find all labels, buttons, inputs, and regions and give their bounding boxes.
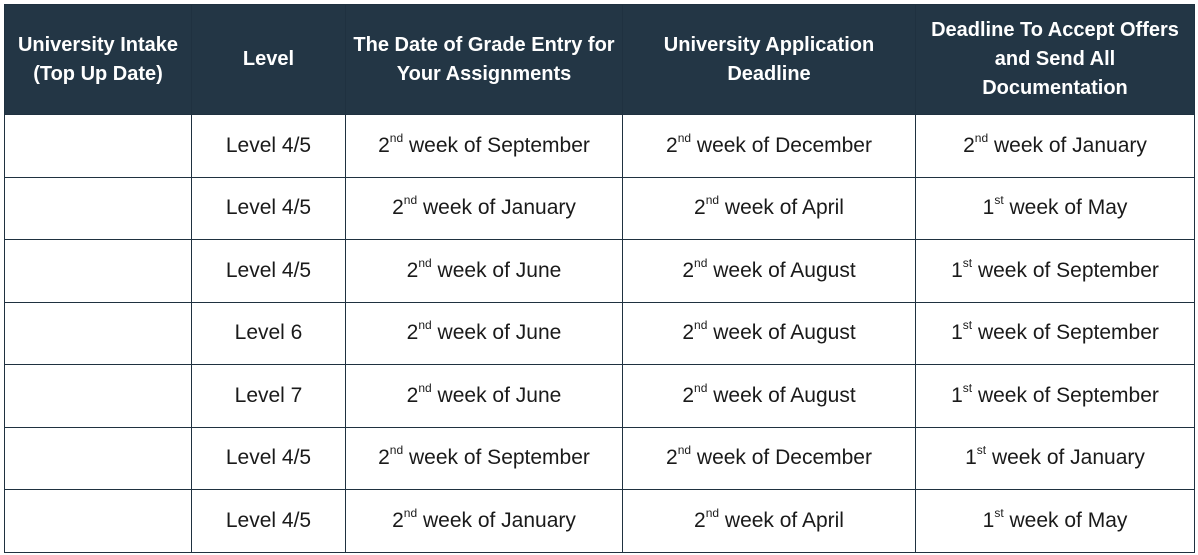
cell-application-deadline [623, 302, 916, 365]
ordinal-number: 1 [965, 446, 977, 470]
cell-application-deadline [623, 177, 916, 240]
cell-application-deadline [623, 365, 916, 428]
date-text: week of May [1003, 508, 1128, 532]
date-text: week of April [719, 508, 844, 532]
ordinal-date [682, 380, 856, 407]
cell-accept-offers-deadline [916, 115, 1195, 178]
ordinal-date [951, 318, 1159, 345]
cell-grade-entry-date [346, 177, 623, 240]
cell-grade-entry-date [346, 115, 623, 178]
cell-level: Level 4/5 [192, 427, 346, 490]
cell-grade-entry-date [346, 240, 623, 303]
ordinal-date [951, 255, 1159, 282]
header-application-deadline: University Application Deadline [623, 5, 916, 115]
ordinal-date [406, 380, 562, 407]
ordinal-suffix: st [962, 380, 973, 395]
cell-level: Level 7 [192, 365, 346, 428]
table-row [5, 115, 1195, 178]
header-university-intake: University Intake (Top Up Date) [5, 5, 192, 115]
date-text: week of January [417, 196, 576, 220]
ordinal-number: 1 [951, 383, 963, 407]
ordinal-suffix: st [976, 443, 987, 458]
ordinal-number: 2 [378, 133, 390, 157]
ordinal-suffix: st [994, 505, 1004, 520]
cell-accept-offers-deadline [916, 177, 1195, 240]
date-text: week of June [431, 383, 562, 407]
cell-grade-entry-date [346, 302, 623, 365]
date-text: week of December [691, 133, 872, 157]
ordinal-suffix: nd [418, 318, 432, 333]
header-row [5, 5, 1195, 115]
ordinal-suffix: st [962, 255, 973, 270]
cell-grade-entry-date [346, 427, 623, 490]
date-text: week of September [972, 383, 1159, 407]
ordinal-date [392, 193, 576, 220]
date-text: week of April [719, 196, 844, 220]
date-text: week of September [403, 133, 590, 157]
cell-university-intake [5, 177, 192, 240]
ordinal-date [982, 193, 1128, 220]
ordinal-suffix: nd [677, 130, 692, 145]
cell-grade-entry-date [346, 365, 623, 428]
ordinal-date [378, 443, 590, 470]
cell-university-intake [5, 490, 192, 553]
date-text: week of August [707, 321, 856, 345]
ordinal-date [965, 443, 1145, 470]
date-text: week of January [986, 446, 1145, 470]
ordinal-date [682, 255, 856, 282]
ordinal-suffix: nd [974, 130, 989, 145]
ordinal-number: 2 [392, 508, 404, 532]
cell-level: Level 4/5 [192, 240, 346, 303]
ordinal-number: 2 [682, 321, 695, 345]
cell-application-deadline [623, 115, 916, 178]
ordinal-number: 1 [951, 321, 963, 345]
ordinal-suffix: st [962, 318, 973, 333]
ordinal-date [666, 443, 872, 470]
cell-university-intake [5, 302, 192, 365]
ordinal-suffix: nd [418, 380, 432, 395]
ordinal-number: 2 [406, 383, 419, 407]
ordinal-suffix: nd [694, 255, 708, 270]
cell-accept-offers-deadline [916, 302, 1195, 365]
ordinal-date [682, 318, 856, 345]
ordinal-date [963, 130, 1147, 157]
cell-accept-offers-deadline [916, 427, 1195, 490]
date-text: week of September [403, 446, 590, 470]
intake-deadlines-table [4, 4, 1195, 553]
cell-accept-offers-deadline [916, 240, 1195, 303]
ordinal-number: 2 [392, 196, 404, 220]
table-row [5, 177, 1195, 240]
table-row [5, 302, 1195, 365]
cell-university-intake [5, 115, 192, 178]
date-text: week of June [431, 258, 562, 282]
table-row [5, 490, 1195, 553]
ordinal-date [694, 505, 844, 532]
cell-level: Level 6 [192, 302, 346, 365]
ordinal-suffix: nd [389, 130, 404, 145]
cell-university-intake [5, 240, 192, 303]
cell-accept-offers-deadline [916, 365, 1195, 428]
ordinal-number: 1 [982, 508, 995, 532]
ordinal-number: 2 [694, 196, 706, 220]
table-row [5, 240, 1195, 303]
ordinal-date [406, 318, 562, 345]
date-text: week of January [988, 133, 1147, 157]
cell-application-deadline [623, 240, 916, 303]
cell-application-deadline [623, 490, 916, 553]
date-text: week of September [972, 321, 1159, 345]
header-grade-entry-date: The Date of Grade Entry for Your Assignments [346, 5, 623, 115]
date-text: week of August [707, 258, 856, 282]
date-text: week of September [972, 258, 1159, 282]
cell-application-deadline [623, 427, 916, 490]
ordinal-number: 2 [666, 133, 678, 157]
header-accept-offers-deadline: Deadline To Accept Offers and Send All Documentation [916, 5, 1195, 115]
ordinal-suffix: nd [705, 505, 720, 520]
cell-grade-entry-date [346, 490, 623, 553]
header-level: Level [192, 5, 346, 115]
ordinal-suffix: nd [694, 318, 708, 333]
cell-level: Level 4/5 [192, 177, 346, 240]
ordinal-suffix: nd [403, 505, 418, 520]
ordinal-number: 2 [682, 383, 695, 407]
ordinal-suffix: nd [418, 255, 432, 270]
cell-level: Level 4/5 [192, 115, 346, 178]
ordinal-date [406, 255, 562, 282]
table-row [5, 365, 1195, 428]
ordinal-number: 2 [694, 508, 706, 532]
ordinal-number: 2 [406, 258, 419, 282]
ordinal-date [951, 380, 1159, 407]
ordinal-number: 2 [666, 446, 678, 470]
ordinal-number: 2 [378, 446, 390, 470]
date-text: week of June [431, 321, 562, 345]
cell-level: Level 4/5 [192, 490, 346, 553]
cell-university-intake [5, 365, 192, 428]
table-body [5, 115, 1195, 553]
date-text: week of August [707, 383, 856, 407]
ordinal-suffix: nd [694, 380, 708, 395]
ordinal-number: 1 [982, 196, 995, 220]
ordinal-suffix: nd [389, 443, 404, 458]
date-text: week of December [691, 446, 872, 470]
ordinal-date [666, 130, 872, 157]
ordinal-date [982, 505, 1128, 532]
cell-accept-offers-deadline [916, 490, 1195, 553]
ordinal-number: 2 [963, 133, 975, 157]
ordinal-date [392, 505, 576, 532]
ordinal-number: 1 [951, 258, 963, 282]
ordinal-suffix: nd [677, 443, 692, 458]
ordinal-suffix: nd [705, 193, 720, 208]
ordinal-number: 2 [406, 321, 419, 345]
ordinal-suffix: st [994, 193, 1004, 208]
table-row [5, 427, 1195, 490]
ordinal-date [378, 130, 590, 157]
cell-university-intake [5, 427, 192, 490]
date-text: week of May [1003, 196, 1128, 220]
ordinal-number: 2 [682, 258, 695, 282]
ordinal-date [694, 193, 844, 220]
ordinal-suffix: nd [403, 193, 418, 208]
date-text: week of January [417, 508, 576, 532]
